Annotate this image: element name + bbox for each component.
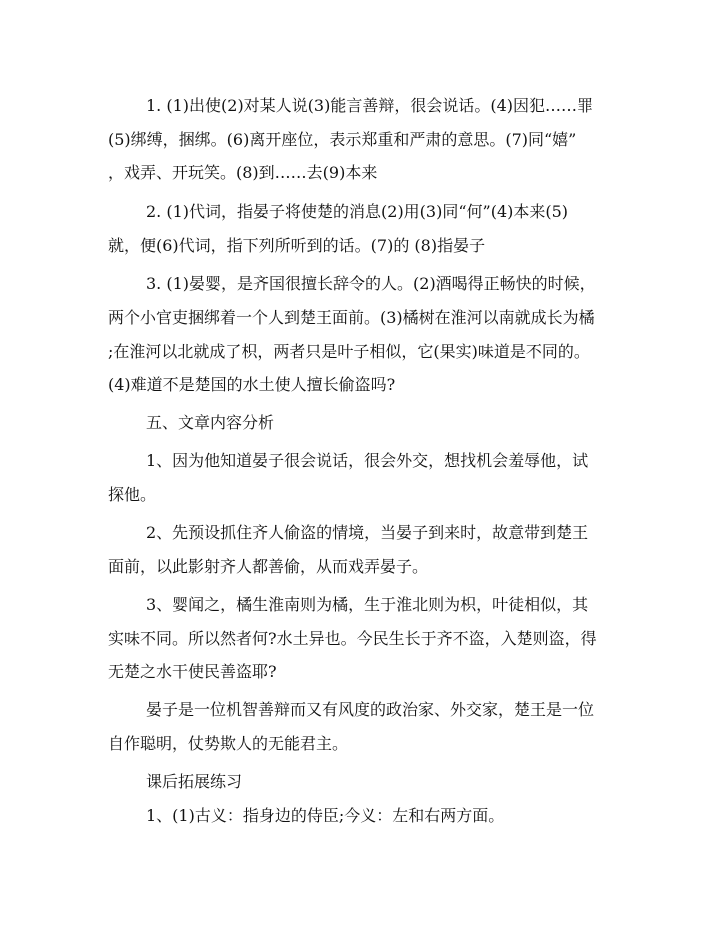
text-line: 3、婴闻之，橘生淮南则为橘，生于淮北则为枳，叶徒相似，其 [146,595,589,614]
section-heading: 五、文章内容分析 [146,413,275,432]
text-line: 2. (1)代词，指晏子将使楚的消息(2)用(3)同“何”(4)本来(5) [146,202,569,221]
text-line: 就，便(6)代词，指下列所听到的话。(7)的 (8)指晏子 [108,236,486,255]
text-line: 自作聪明，仗势欺人的无能君主。 [108,734,349,753]
text-line: 晏子是一位机智善辩而又有风度的政治家、外交家，楚王是一位 [146,700,595,719]
text-line: 两个小官吏捆绑着一个人到楚王面前。(3)橘树在淮河以南就成长为橘 [108,308,595,327]
text-line: 面前，以此影射齐人都善偷，从而戏弄晏子。 [108,557,429,576]
text-line: ，戏弄、开玩笑。(8)到……去(9)本来 [108,163,378,182]
text-line: 1、因为他知道晏子很会说话，很会外交，想找机会羞辱他，试 [146,451,589,470]
text-line: 1、(1)古义：指身边的侍臣;今义：左和右两方面。 [146,806,505,825]
section-heading: 课后拓展练习 [146,772,243,791]
text-line: 2、先预设抓住齐人偷盗的情境，当晏子到来时，故意带到楚王 [146,523,589,542]
text-line: 无楚之水干使民善盗耶? [108,662,277,681]
text-line: 探他。 [108,485,157,504]
text-line: 3. (1)晏婴，是齐国很擅长辞令的人。(2)酒喝得正畅快的时候， [146,274,596,293]
text-line: (5)绑缚，捆绑。(6)离开座位，表示郑重和严肃的意思。(7)同“嬉” [108,130,577,149]
text-line: 实味不同。所以然者何?水土异也。今民生长于齐不盗，入楚则盗，得 [108,629,597,648]
text-line: ;在淮河以北就成了枳，两者只是叶子相似，它(果实)味道是不同的。 [108,342,590,361]
text-line: (4)难道不是楚国的水土使人擅长偷盗吗? [108,375,396,394]
text-line: 1. (1)出使(2)对某人说(3)能言善辩，很会说话。(4)因犯……罪 [146,96,594,115]
